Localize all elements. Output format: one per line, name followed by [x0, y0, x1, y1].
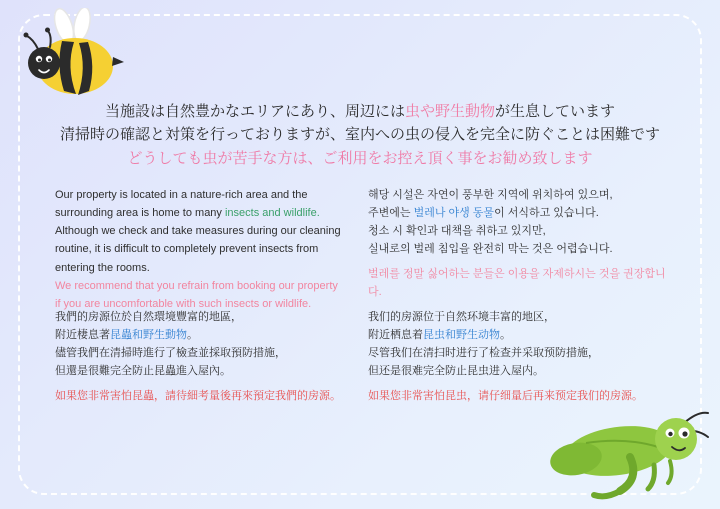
chs-line-2-pre: 附近栖息着	[368, 329, 423, 342]
chs-line-2	[368, 326, 668, 344]
korean-notice-block	[368, 186, 668, 301]
title-line-1-highlight: 虫や野生動物	[404, 103, 495, 120]
cht-line-3: 儘管我們在清掃時進行了檢查並採取預防措施，	[55, 347, 286, 360]
cht-line-1: 我們的房源位於自然環境豐富的地區，	[55, 311, 242, 323]
chs-line-2-post: 。	[500, 329, 511, 342]
english-line-2-highlight: insects and wildlife.	[224, 207, 320, 220]
chinese-traditional-notice-block	[55, 308, 355, 405]
cht-line-2-highlight: 昆蟲和野生動物	[110, 329, 187, 342]
korean-warning-line-1: 벌레를 정말 싫어하는 분들은 이용을 자제하시는 것을 권장합니다.	[368, 267, 666, 298]
chs-line-2-highlight: 昆虫和野生动物	[423, 329, 500, 342]
korean-line-2-highlight: 벌레나 야생 동물	[413, 207, 495, 220]
chs-line-1: 我们的房源位于自然环境丰富的地区，	[368, 311, 555, 323]
title-line-1-part-3: が生息しています	[495, 103, 616, 120]
english-line-2-pre: surrounding area is home to many	[55, 207, 225, 220]
title-line-3-warning: どうしても虫が苦手な方は、ご利用をお控え頂く事をお勧め致します	[127, 149, 593, 167]
english-line-3: Although we check and take measures during our cleaning	[55, 225, 341, 238]
korean-line-4: 실내로의 벌레 침입을 완전히 막는 것은 어렵습니다.	[368, 243, 613, 256]
cht-line-4: 但還是很難完全防止昆蟲進入屋內。	[55, 365, 231, 378]
cht-line-2-pre: 附近棲息著	[55, 329, 110, 342]
chs-warning-line-1: 如果您非常害怕昆虫，请仔细量后再来预定我们的房源。	[368, 389, 643, 402]
chs-line-4: 但还是很难完全防止昆虫进入屋内。	[368, 365, 544, 378]
korean-line-2-post: 이 서식하고 있습니다.	[494, 207, 599, 220]
english-line-4: routine, it is difficult to completely prevent insects from	[55, 243, 319, 256]
cht-line-2-post: 。	[187, 329, 198, 342]
korean-line-3: 청소 시 확인과 대책을 취하고 있지만,	[368, 225, 546, 238]
korean-line-2-pre: 주변에는	[368, 207, 414, 220]
title-line-1	[0, 100, 720, 123]
title-line-1-part-1: 当施設は自然豊かなエリアにあり、周辺には	[104, 103, 405, 120]
english-warning-line-1: We recommend that you refrain from booking our property	[55, 279, 338, 292]
english-line-1: Our property is located in a nature-rich area and the	[55, 189, 308, 201]
chs-line-3: 尽管我们在清扫时进行了检查并采取预防措施，	[368, 347, 599, 360]
title-line-2: 清掃時の確認と対策を行っておりますが、室内への虫の侵入を完全に防ぐことは困難です	[59, 126, 660, 144]
cht-warning-line-1: 如果您非常害怕昆蟲，請待細考量後再來預定我們的房源。	[55, 389, 341, 402]
notice-title-block	[0, 100, 720, 170]
english-line-5: entering the rooms.	[55, 261, 150, 274]
cht-line-2	[55, 326, 355, 344]
korean-line-1: 해당 시설은 자연이 풍부한 지역에 위치하여 있으며,	[368, 189, 613, 201]
bee-icon	[20, 8, 140, 104]
grasshopper-icon	[534, 379, 714, 509]
korean-line-2	[368, 204, 668, 222]
english-notice-block	[55, 186, 355, 313]
english-warning-line-2: if you are uncomfortable with such insects or wildlife.	[55, 297, 312, 310]
english-line-2	[55, 204, 355, 222]
